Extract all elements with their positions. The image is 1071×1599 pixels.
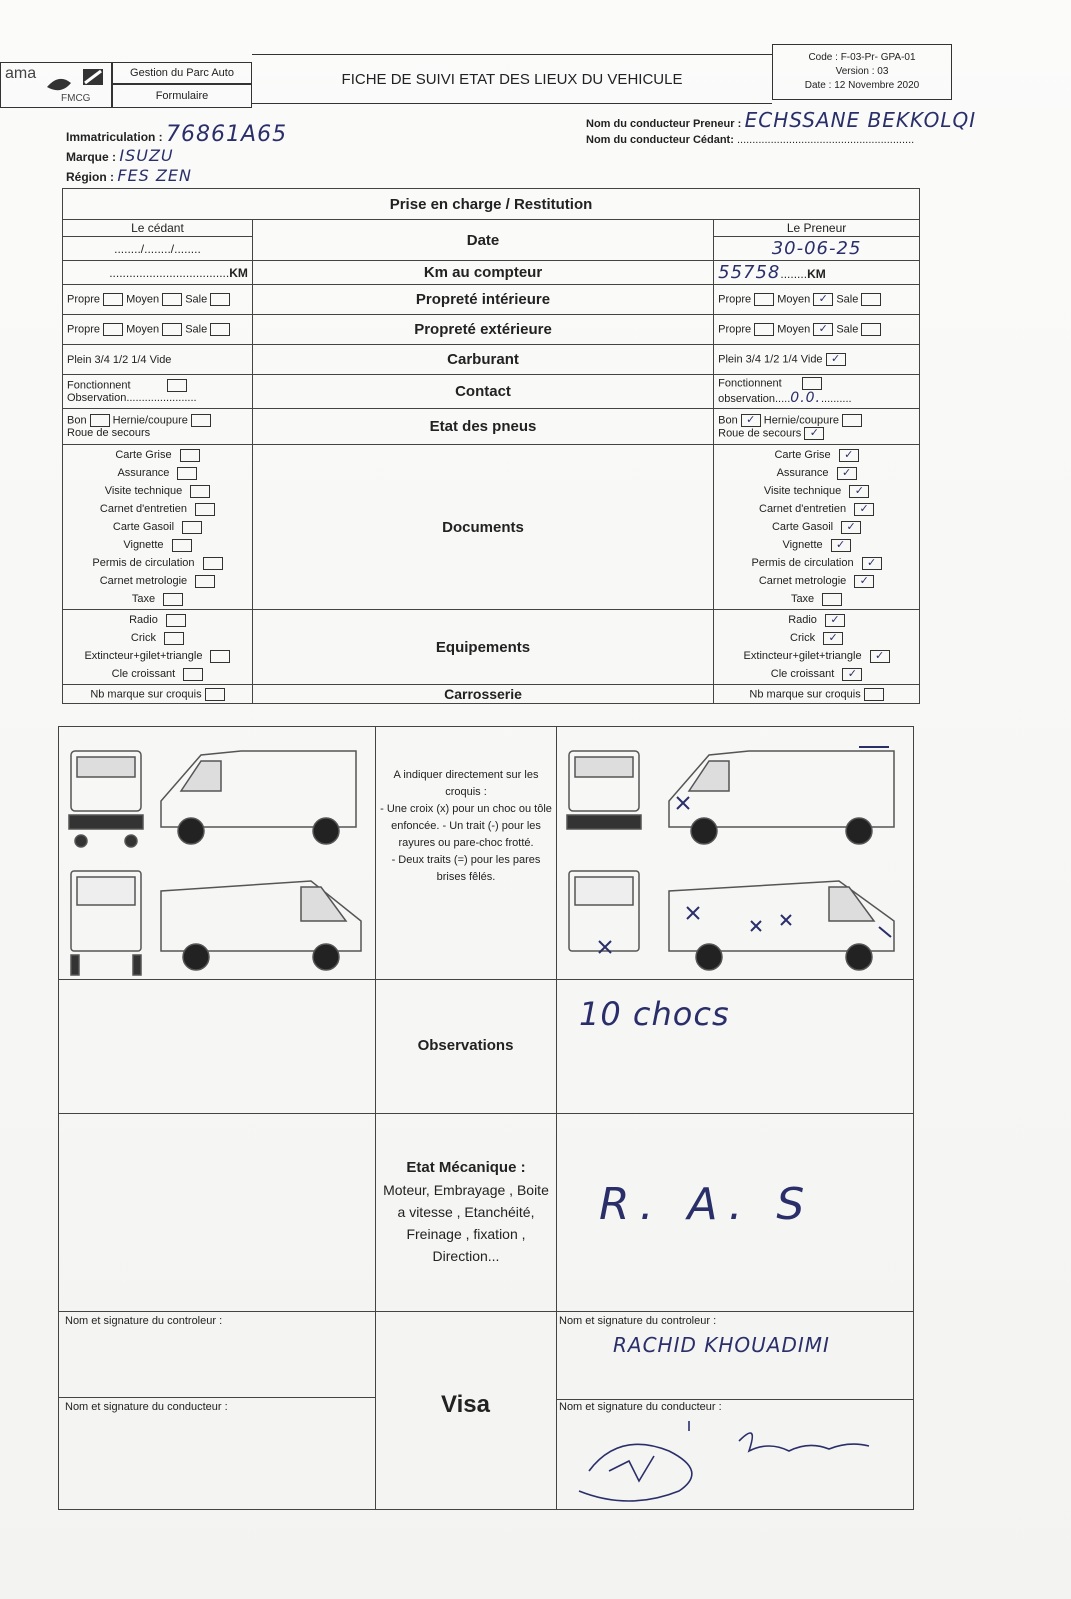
doc-row xyxy=(718,482,915,500)
doc-item: Vignette xyxy=(123,539,164,551)
doctype-cell xyxy=(112,84,252,108)
section-title: Prise en charge / Restitution xyxy=(63,189,920,220)
equip-item: Crick xyxy=(790,632,816,644)
doc-item: Visite technique xyxy=(763,485,842,497)
checkbox-checked[interactable]: ✓ xyxy=(854,503,874,516)
opt-propre: Propre xyxy=(67,323,101,336)
preneur-docs xyxy=(714,445,920,610)
doc-row xyxy=(718,518,915,536)
preneur-nb-marque xyxy=(714,685,920,704)
doc-item: Carnet d'entretien xyxy=(759,503,847,515)
doc-row xyxy=(67,446,248,464)
region-row xyxy=(66,166,192,185)
checkbox[interactable] xyxy=(210,323,230,336)
equip-item: Extincteur+gilet+triangle xyxy=(743,650,862,662)
checkbox[interactable] xyxy=(166,614,186,627)
preneur-contact: Fonctionnent observation.....0.0........... xyxy=(714,375,920,409)
marque-value: ISUZU xyxy=(119,146,174,165)
preneur-pneus xyxy=(714,409,920,445)
doc-row xyxy=(67,536,248,554)
preneur-controleur-label: Nom et signature du controleur : xyxy=(559,1315,717,1327)
dept-cell xyxy=(112,62,252,84)
cedant-label: Nom du conducteur Cédant: xyxy=(586,134,734,146)
doc-row xyxy=(718,536,915,554)
carburant-label: Carburant xyxy=(252,345,713,375)
propre-int-label: Propreté intérieure xyxy=(252,285,713,315)
opt-sale: Sale xyxy=(836,323,859,336)
doc-row xyxy=(67,554,248,572)
fuel-vide: Vide xyxy=(149,353,172,366)
checkbox-checked[interactable]: ✓ xyxy=(804,427,824,440)
opt-sale: Sale xyxy=(185,323,208,336)
preneur-km-value: 55758 xyxy=(718,262,781,283)
equip-row xyxy=(718,665,915,683)
opt-moyen: Moyen xyxy=(777,293,811,306)
checkbox[interactable] xyxy=(203,557,223,570)
company-logo xyxy=(0,62,112,108)
checkbox[interactable] xyxy=(183,668,203,681)
checkbox[interactable] xyxy=(195,575,215,588)
checkbox-checked[interactable]: ✓ xyxy=(825,614,845,627)
cedant-km: ....................................KM xyxy=(63,261,253,285)
immat-label: Immatriculation : xyxy=(66,130,163,144)
checkbox-checked[interactable]: ✓ xyxy=(854,575,874,588)
doc-row xyxy=(67,500,248,518)
preneur-propre-ext xyxy=(714,315,920,345)
inspection-table xyxy=(62,188,920,704)
preneur-date: 30-06-25 xyxy=(714,237,920,261)
documents-label: Documents xyxy=(252,445,713,610)
contact-label: Contact xyxy=(252,375,713,409)
doc-item: Permis de circulation xyxy=(92,557,195,569)
immat-row xyxy=(66,122,287,147)
fonctionnent-label: Fonctionnent xyxy=(718,377,782,390)
checkbox-checked[interactable]: ✓ xyxy=(837,467,857,480)
checkbox-checked[interactable]: ✓ xyxy=(826,353,846,366)
doc-item: Carte Gasoil xyxy=(771,521,834,533)
equip-item: Cle croissant xyxy=(770,668,835,680)
doc-item: Taxe xyxy=(131,593,156,605)
form-title: FICHE DE SUIVI ETAT DES LIEUX DU VEHICULE xyxy=(341,70,683,88)
opt-moyen: Moyen xyxy=(777,323,811,336)
equip-item: Extincteur+gilet+triangle xyxy=(84,650,203,662)
van-sketch-cedant xyxy=(61,731,371,977)
preneur-label: Nom du conducteur Preneur : xyxy=(586,118,742,130)
pneus-secours: Roue de secours xyxy=(718,426,802,439)
checkbox[interactable] xyxy=(163,593,183,606)
doc-item: Carnet d'entretien xyxy=(99,503,187,515)
cedant-conducteur-label: Nom et signature du conducteur : xyxy=(65,1401,228,1413)
date-label: Date xyxy=(252,220,713,261)
observations-value: 10 chocs xyxy=(579,995,730,1033)
opt-moyen: Moyen xyxy=(126,293,160,306)
cedant-date: ......../......../........ xyxy=(63,237,253,261)
cedant-equip xyxy=(63,610,253,685)
pneus-bon: Bon xyxy=(67,414,87,427)
cedant-header: Le cédant xyxy=(63,220,253,237)
etat-meca-detail: Moteur, Embrayage , Boite a vitesse , Etanchéité, Freinage , fixation , Direction... xyxy=(383,1182,549,1264)
cedant-pneus xyxy=(63,409,253,445)
marque-label: Marque : xyxy=(66,150,117,164)
cedant-docs xyxy=(63,445,253,610)
immat-value: 76861A65 xyxy=(166,122,288,147)
cedant-contact: Fonctionnent Observation....................... xyxy=(63,375,253,409)
dept-label: Gestion du Parc Auto xyxy=(130,67,234,79)
preneur-equip xyxy=(714,610,920,685)
etat-meca-value: R. A. S xyxy=(599,1179,815,1230)
preneur-controleur-value: RACHID KHOUADIMI xyxy=(613,1333,830,1357)
checkbox-checked[interactable]: ✓ xyxy=(870,650,890,663)
checkbox[interactable] xyxy=(210,293,230,306)
preneur-km: 55758........KM xyxy=(714,261,920,285)
divider xyxy=(59,1113,913,1114)
doc-item: Carnet metrologie xyxy=(758,575,847,587)
doc-row xyxy=(718,572,915,590)
doc-item: Carte Grise xyxy=(115,449,172,461)
doc-row xyxy=(718,554,915,572)
equip-row xyxy=(67,629,248,647)
checkbox[interactable] xyxy=(177,467,197,480)
observation-label: Observation xyxy=(67,392,127,404)
cedant-row xyxy=(586,134,914,146)
equip-row xyxy=(718,611,915,629)
checkbox-checked[interactable]: ✓ xyxy=(839,449,859,462)
doc-row xyxy=(67,482,248,500)
equip-item: Cle croissant xyxy=(111,668,176,680)
divider xyxy=(556,1399,914,1400)
checkbox[interactable] xyxy=(190,485,210,498)
opt-propre: Propre xyxy=(67,293,101,306)
doc-item: Carnet metrologie xyxy=(99,575,188,587)
opt-propre: Propre xyxy=(718,323,752,336)
checkbox[interactable] xyxy=(180,449,200,462)
cedant-dots: .......................................................... xyxy=(736,134,915,146)
fuel-3-4: 3/4 xyxy=(94,353,110,366)
checkbox[interactable] xyxy=(172,539,192,552)
opt-sale: Sale xyxy=(185,293,208,306)
doc-item: Vignette xyxy=(782,539,823,551)
preneur-conducteur-label: Nom et signature du conducteur : xyxy=(559,1401,722,1413)
doc-item: Assurance xyxy=(776,467,829,479)
preneur-propre-int xyxy=(714,285,920,315)
checkbox[interactable] xyxy=(861,293,881,306)
lower-grid xyxy=(58,726,914,1510)
cedant-nb-marque xyxy=(63,685,253,704)
nb-marque-label: Nb marque sur croquis xyxy=(749,687,861,700)
fuel-plein: Plein xyxy=(67,353,92,366)
equip-row xyxy=(67,611,248,629)
cedant-km-unit: KM xyxy=(229,265,248,280)
checkbox[interactable] xyxy=(754,323,774,336)
cedant-controleur-label: Nom et signature du controleur : xyxy=(65,1315,223,1327)
checkbox-checked[interactable]: ✓ xyxy=(823,632,843,645)
doc-row xyxy=(67,572,248,590)
doc-item: Carte Gasoil xyxy=(112,521,175,533)
preneur-header: Le Preneur xyxy=(714,220,920,237)
doc-date: Date : 12 Novembre 2020 xyxy=(804,80,920,91)
doctype-label: Formulaire xyxy=(155,90,209,102)
fuel-vide: Vide xyxy=(800,353,823,366)
van-sketch-preneur xyxy=(559,731,909,977)
km-label: Km au compteur xyxy=(252,261,713,285)
doc-item: Permis de circulation xyxy=(751,557,854,569)
equip-row xyxy=(67,665,248,683)
preneur-value: ECHSSANE BEKKOLQI xyxy=(744,108,977,132)
preneur-fuel xyxy=(714,345,920,375)
preneur-km-unit: KM xyxy=(807,267,826,281)
doc-item: Assurance xyxy=(117,467,170,479)
checkbox[interactable] xyxy=(164,632,184,645)
equip-row xyxy=(718,629,915,647)
checkbox[interactable] xyxy=(162,293,182,306)
checkbox[interactable] xyxy=(864,688,884,701)
fuel-1-4: 1/4 xyxy=(131,353,147,366)
region-value: FES ZEN xyxy=(117,166,192,185)
equip-item: Radio xyxy=(129,614,158,626)
pneus-secours: Roue de secours xyxy=(67,427,151,439)
nb-marque-label: Nb marque sur croquis xyxy=(90,687,202,700)
divider xyxy=(59,1311,913,1312)
checkbox-checked[interactable]: ✓ xyxy=(831,539,851,552)
propre-ext-label: Propreté extérieure xyxy=(252,315,713,345)
etat-meca-label: Etat Mécanique : xyxy=(406,1159,526,1176)
checkbox[interactable] xyxy=(822,593,842,606)
checkbox-checked[interactable]: ✓ xyxy=(741,414,761,427)
cedant-fuel xyxy=(63,345,253,375)
fonctionnent-label: Fonctionnent xyxy=(67,379,131,392)
checkbox-checked[interactable]: ✓ xyxy=(841,521,861,534)
meta-cell xyxy=(772,44,952,100)
opt-propre: Propre xyxy=(718,293,752,306)
doc-item: Visite technique xyxy=(104,485,183,497)
equip-item: Crick xyxy=(130,632,156,644)
pneus-hernie: Hernie/coupure xyxy=(112,414,188,427)
equipements-label: Equipements xyxy=(252,610,713,685)
doc-version: Version : 03 xyxy=(835,66,889,77)
doc-row xyxy=(718,500,915,518)
checkbox[interactable] xyxy=(210,650,230,663)
checkbox[interactable] xyxy=(103,323,123,336)
opt-sale: Sale xyxy=(836,293,859,306)
contact-obs-value: 0.0. xyxy=(790,390,821,406)
checkbox[interactable] xyxy=(861,323,881,336)
checkbox[interactable] xyxy=(182,521,202,534)
instructions: A indiquer directement sur les croquis : - Une croix (x) pour un choc ou tôle enfoncée. - Un trait (-) pour les rayures ou pare-choc frotté. - Deux traits (=) pour les pares brises fêlés. xyxy=(380,769,552,883)
divider xyxy=(59,1397,375,1398)
doc-item: Carte Grise xyxy=(774,449,831,461)
doc-row xyxy=(67,590,248,608)
checkbox[interactable] xyxy=(842,414,862,427)
pneus-label: Etat des pneus xyxy=(252,409,713,445)
checkbox-checked[interactable]: ✓ xyxy=(813,323,833,336)
equip-item: Radio xyxy=(788,614,817,626)
doc-row xyxy=(67,464,248,482)
doc-item: Taxe xyxy=(790,593,815,605)
pneus-hernie: Hernie/coupure xyxy=(763,413,839,426)
checkbox[interactable] xyxy=(90,414,110,427)
checkbox[interactable] xyxy=(167,379,187,392)
checkbox[interactable] xyxy=(195,503,215,516)
observation-label: observation xyxy=(718,393,775,405)
region-label: Région : xyxy=(66,170,114,184)
checkbox-checked[interactable]: ✓ xyxy=(862,557,882,570)
checkbox[interactable] xyxy=(802,377,822,390)
divider xyxy=(556,727,557,1509)
preneur-row xyxy=(586,108,976,132)
driver-signature xyxy=(559,1411,899,1511)
carrosserie-label: Carrosserie xyxy=(252,685,713,704)
checkbox[interactable] xyxy=(205,688,225,701)
fuel-1-2: 1/2 xyxy=(764,353,780,366)
doc-row xyxy=(718,464,915,482)
checkbox[interactable] xyxy=(162,323,182,336)
checkbox-checked[interactable]: ✓ xyxy=(813,293,833,306)
marque-row xyxy=(66,146,174,165)
title-cell xyxy=(252,54,772,104)
checkbox-checked[interactable]: ✓ xyxy=(842,668,862,681)
opt-moyen: Moyen xyxy=(126,323,160,336)
equip-row xyxy=(67,647,248,665)
fuel-3-4: 3/4 xyxy=(745,353,761,366)
fuel-1-4: 1/4 xyxy=(782,353,798,366)
doc-row xyxy=(718,590,915,608)
logo-sub: FMCG xyxy=(61,93,91,104)
divider xyxy=(59,979,913,980)
cedant-propre-int xyxy=(63,285,253,315)
checkbox-checked[interactable]: ✓ xyxy=(849,485,869,498)
checkbox[interactable] xyxy=(191,414,211,427)
equip-row xyxy=(718,647,915,665)
doc-row xyxy=(67,518,248,536)
etat-meca-block xyxy=(381,1157,551,1267)
fuel-1-2: 1/2 xyxy=(112,353,129,366)
doc-code: Code : F-03-Pr- GPA-01 xyxy=(808,52,916,63)
logo-text: ama xyxy=(5,65,37,82)
pneus-bon: Bon xyxy=(718,413,738,426)
checkbox[interactable] xyxy=(103,293,123,306)
doc-row xyxy=(718,446,915,464)
checkbox[interactable] xyxy=(754,293,774,306)
visa-label: Visa xyxy=(441,1391,490,1418)
fuel-plein: Plein xyxy=(718,353,743,366)
cedant-propre-ext xyxy=(63,315,253,345)
observations-label: Observations xyxy=(417,1037,514,1054)
